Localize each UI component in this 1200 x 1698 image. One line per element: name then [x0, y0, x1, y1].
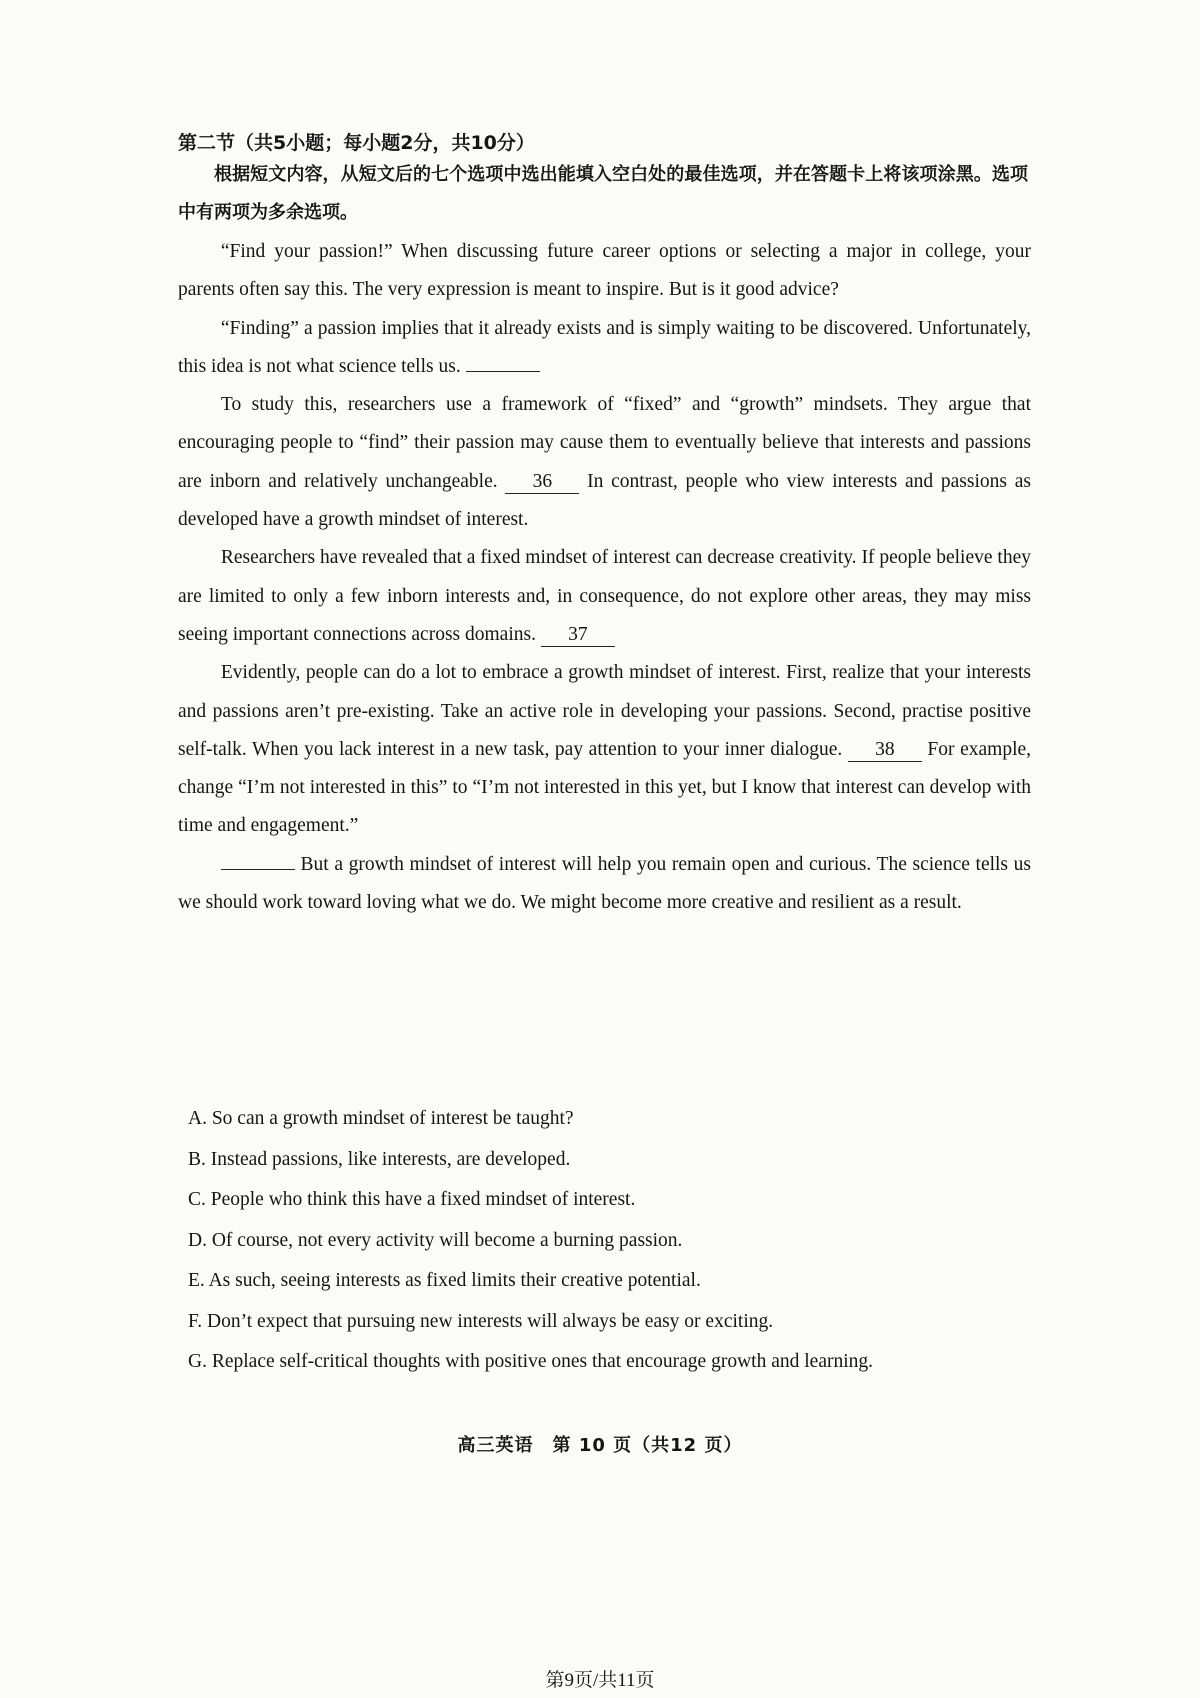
blank-38: 38	[848, 739, 922, 762]
blank-35	[466, 371, 540, 372]
options-list	[188, 1099, 1048, 1383]
paragraph-4	[178, 539, 1031, 654]
section-title: 第二节（共5小题；每小题2分，共10分）	[178, 132, 535, 154]
paragraph-4-text: Researchers have revealed that a fixed mindset of interest can decrease creativity. If people believe they are limited to only a few inborn interests and, in consequence, do not explore other areas, they may miss seeing important connections across domains.	[178, 547, 1031, 645]
paragraph-5-text-b: For example, change “I’m not interested in this” to “I’m not interested in this yet, but I know that interest can develop with time and engagement.”	[178, 738, 1032, 837]
paragraph-1	[178, 233, 1031, 310]
paragraph-3-text-a: To study this, researchers use a framework of “fixed” and “growth” mindsets. They argue that encouraging people to “find” their passion may cause them to eventually believe that interests and passions are inborn and relatively unchangeable.	[178, 394, 1031, 492]
paragraph-3	[178, 386, 1031, 539]
paragraph-3-text-b: In contrast, people who view interests and passions as developed have a growth mindset of interest.	[178, 470, 1031, 531]
paragraph-6-text: But a growth mindset of interest will help you remain open and curious. The science tells us we should work toward loving what we do. We might become more creative and resilient as a result.	[178, 853, 1031, 914]
paragraph-5-text-a: Evidently, people can do a lot to embrace a growth mindset of interest. First, realize that your interests and passions aren’t pre-existing. Take an active role in developing your passions. Second, practise positive self-talk. When you lack interest in a new task, pay attention to your inner dialogue.	[178, 662, 1031, 760]
option-f: F. Don’t expect that pursuing new interests will always be easy or exciting.	[188, 1310, 774, 1332]
passage	[178, 233, 1031, 922]
option-b: B. Instead passions, like interests, are developed.	[188, 1148, 571, 1170]
paragraph-2	[178, 310, 1031, 387]
blank-37: 37	[541, 624, 615, 647]
option-a: A. So can a growth mindset of interest be taught?	[188, 1108, 574, 1129]
paragraph-5	[178, 654, 1031, 845]
option-d: D. Of course, not every activity will become a burning passion.	[188, 1229, 683, 1251]
paragraph-6	[178, 846, 1031, 923]
blank-39	[221, 869, 295, 870]
blank-36: 36	[505, 471, 579, 494]
page-footer: 高三英语 第 10 页（共12 页）	[457, 1435, 743, 1456]
option-e: E. As such, seeing interests as fixed limits their creative potential.	[188, 1270, 701, 1291]
option-c: C. People who think this have a fixed mindset of interest.	[188, 1189, 636, 1210]
option-g: G. Replace self-critical thoughts with positive ones that encourage growth and learning.	[188, 1351, 874, 1372]
instructions: 根据短文内容，从短文后的七个选项中选出能填入空白处的最佳选项，并在答题卡上将该项涂黑。选项中有两项为多余选项。	[178, 164, 1028, 223]
paragraph-2-text: “Finding” a passion implies that it already exists and is simply waiting to be discovered. Unfortunately, this idea is not what science tells us.	[178, 317, 1031, 377]
paragraph-1-text: “Find your passion!” When discussing future career options or selecting a major in college, your parents often say this. The very expression is meant to inspire. But is it good advice?	[178, 241, 1031, 301]
page-number: 第9页/共11页	[545, 1670, 655, 1691]
